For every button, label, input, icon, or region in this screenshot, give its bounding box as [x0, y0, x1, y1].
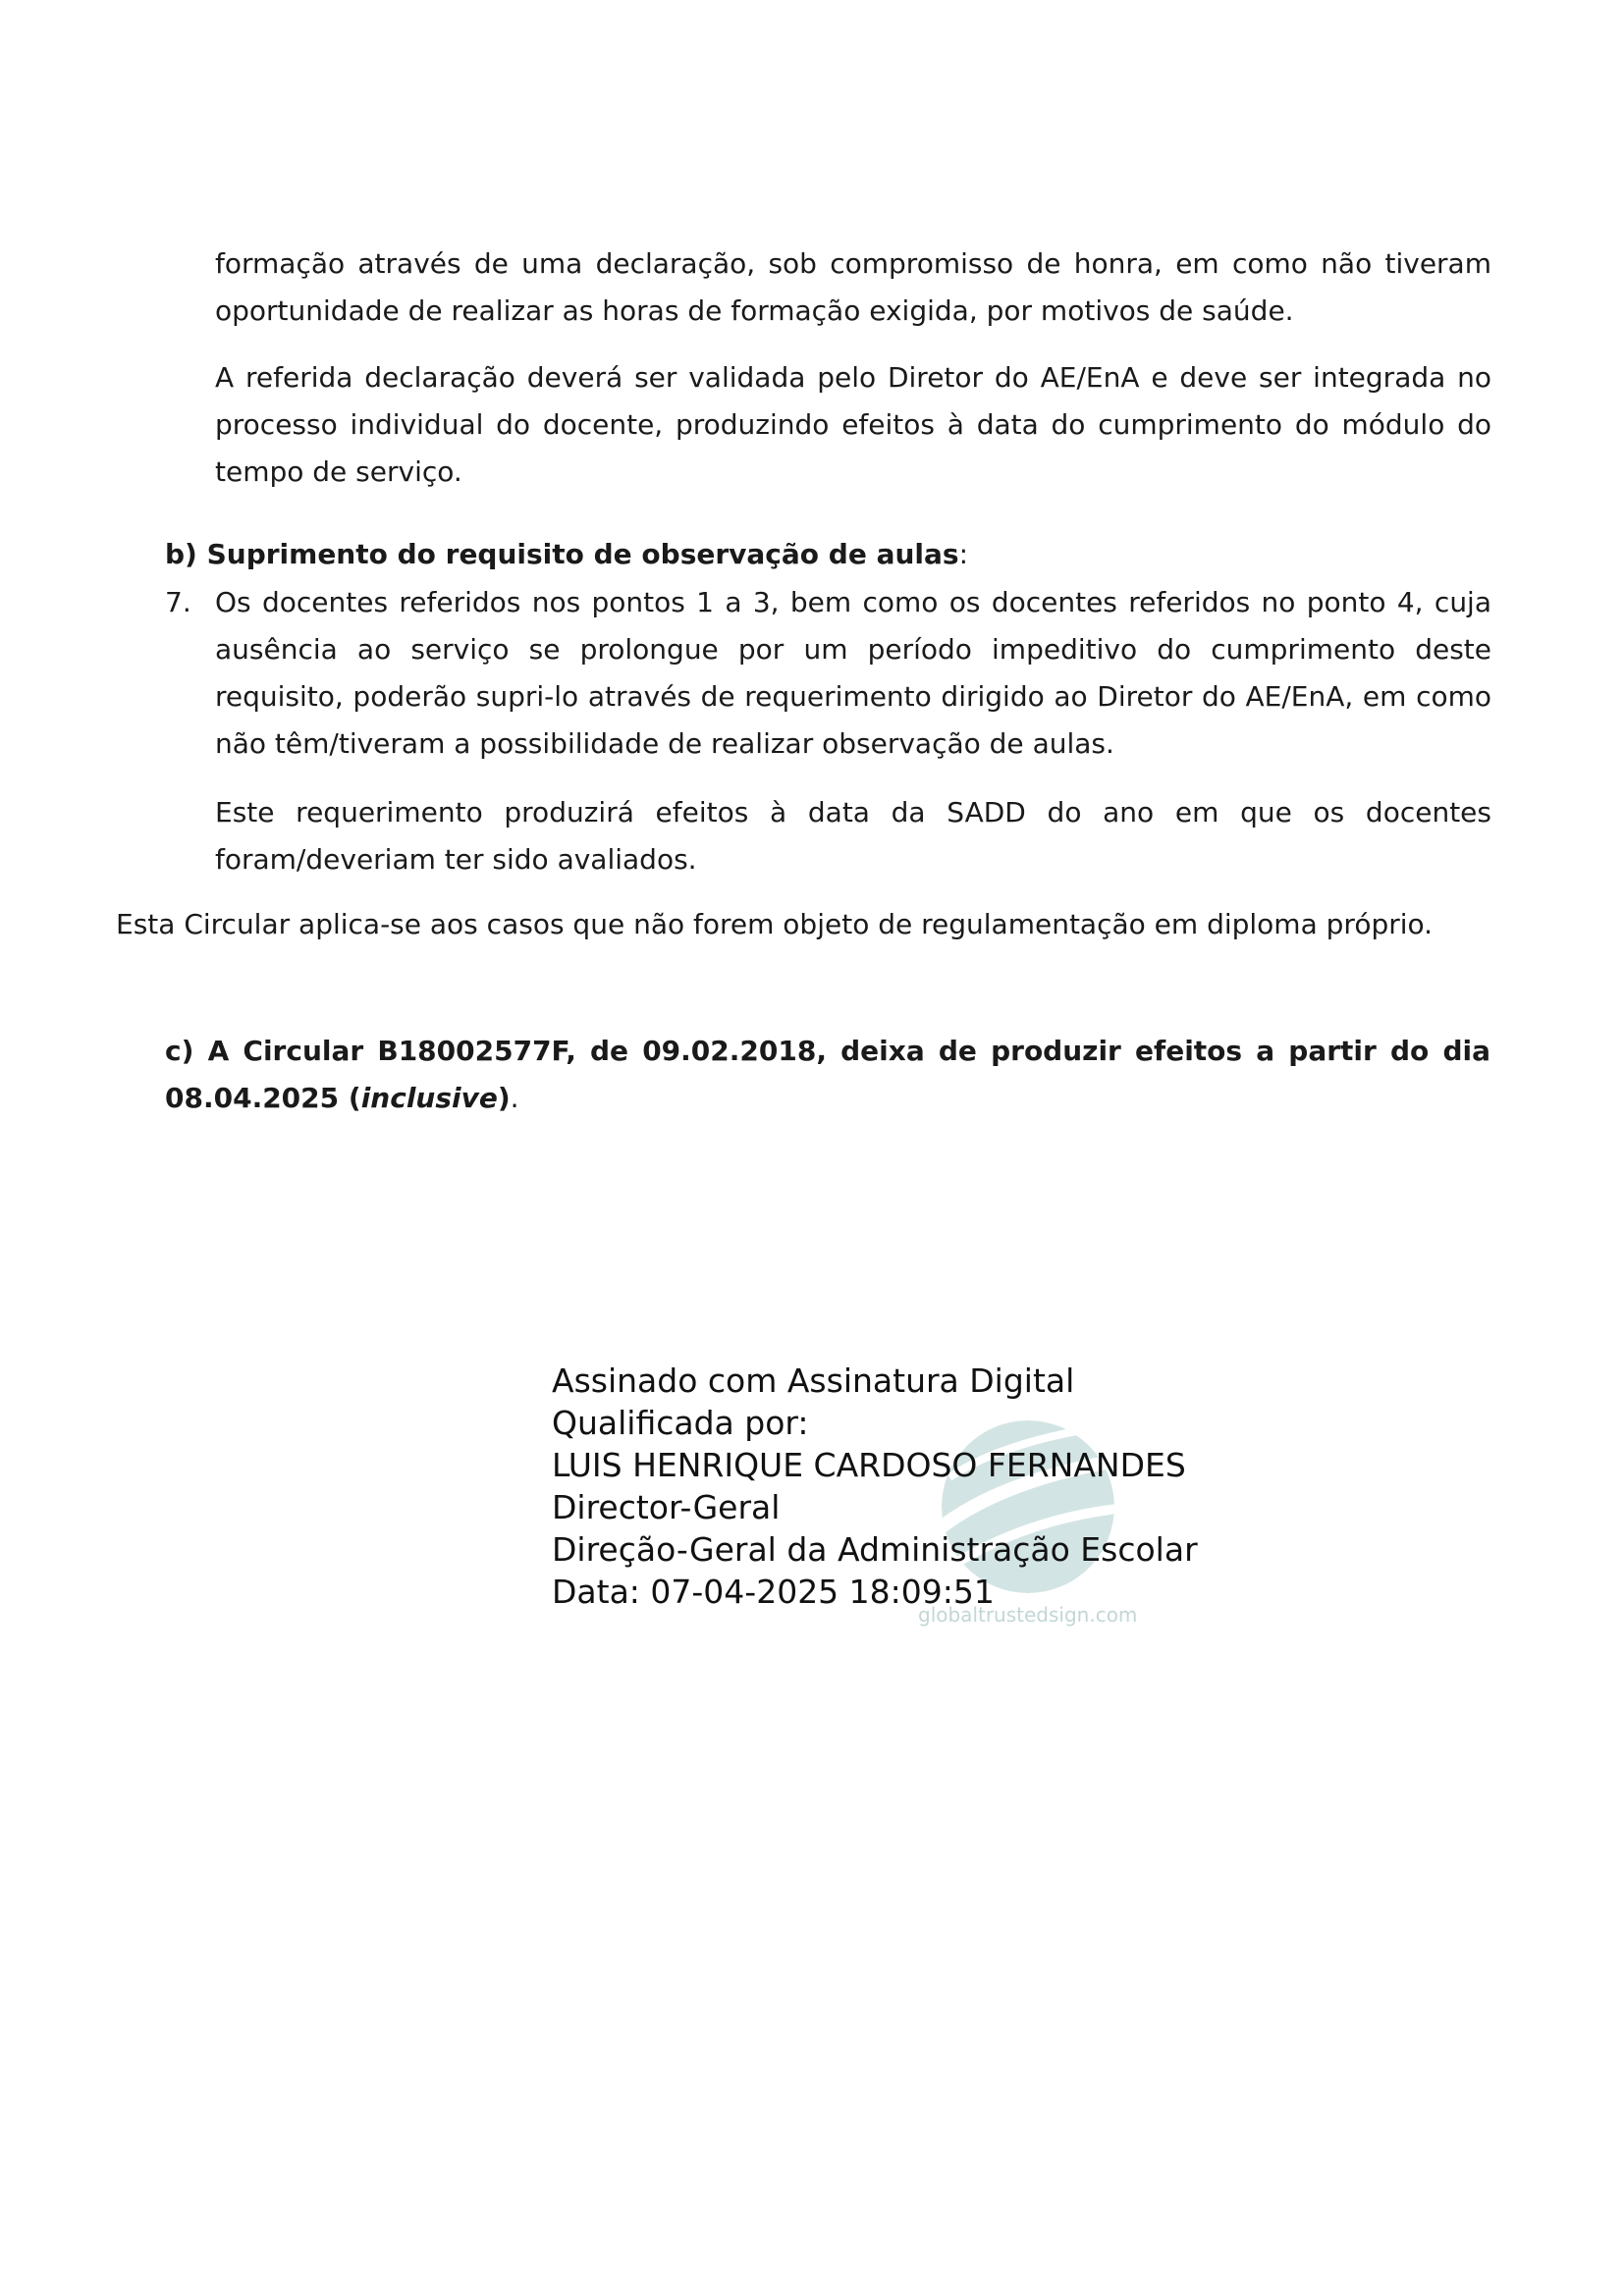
paragraph-circular-scope: Esta Circular aplica-se aos casos que não forem objeto de regulamentação em diploma próprio. [116, 908, 1434, 940]
signature-organization: Direção-Geral da Administração Escolar [552, 1530, 1198, 1569]
signature-signer-name: LUIS HENRIQUE CARDOSO FERNANDES [552, 1446, 1186, 1484]
section-heading-b-colon: : [958, 538, 968, 570]
section-heading-c-italic: inclusive [360, 1082, 498, 1114]
signature-provider-domain: globaltrustedsign.com [918, 1603, 1138, 1627]
signature-date: Data: 07-04-2025 18:09:51 [552, 1573, 995, 1611]
digital-signature-block [552, 1360, 1239, 1634]
signature-signer-title: Director-Geral [552, 1488, 781, 1526]
signature-line-signed-with: Assinado com Assinatura Digital [552, 1362, 1075, 1400]
signature-line-qualified-by: Qualificada por: [552, 1404, 809, 1442]
section-heading-b [165, 531, 1500, 578]
section-heading-c-text: c) A Circular B18002577F, de 09.02.2018, deixa de produzir efeitos a partir do dia 08.04.2025 ( [165, 1035, 1490, 1114]
section-heading-b-text: b) Suprimento do requisito de observação de aulas [165, 538, 959, 570]
list-item-number: 7. [165, 586, 191, 618]
list-item-7-text: Os docentes referidos nos pontos 1 a 3, bem como os docentes referidos no ponto 4, cuja ausência ao serviço se prolongue por um período impeditivo do cumprimento deste requisito, poderão supri-lo através de requerimento dirigido ao Diretor do AE/EnA, em como não têm/tiveram a possibilidade de realizar observação de aulas. [215, 586, 1491, 760]
paragraph-formation-declaration: formação através de uma declaração, sob compromisso de honra, em como não tiveram oportunidade de realizar as horas de formação exigida, por motivos de saúde. [215, 247, 1491, 327]
section-heading-c-period: . [510, 1082, 519, 1114]
paragraph-requirement-effects: Este requerimento produzirá efeitos à data da SADD do ano em que os docentes foram/deveriam ter sido avaliados. [215, 796, 1491, 876]
paragraph-declaration-validation: A referida declaração deverá ser validada pelo Diretor do AE/EnA e deve ser integrada no processo individual do docente, produzindo efeitos à data do cumprimento do módulo do tempo de serviço. [215, 361, 1491, 488]
section-heading-c [165, 1028, 1490, 1122]
section-heading-c-close: ) [497, 1082, 511, 1114]
